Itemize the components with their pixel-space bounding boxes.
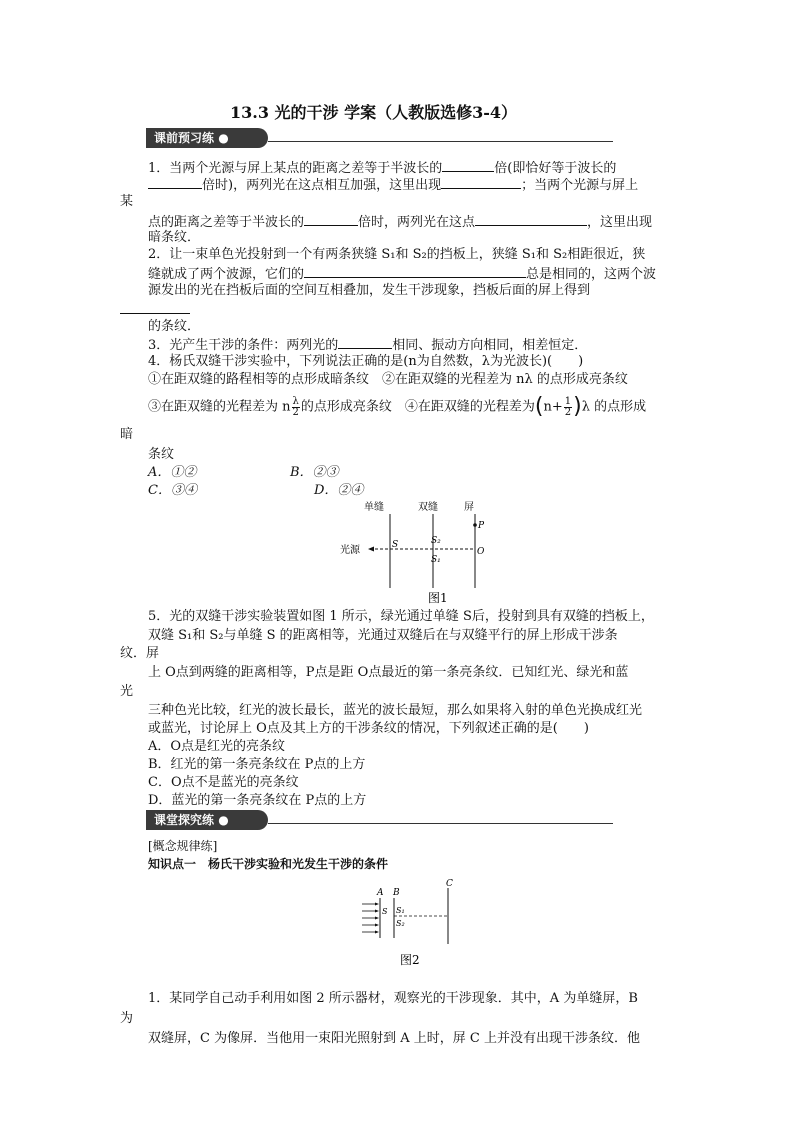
blank — [442, 158, 494, 172]
q1-line2: 倍时)，两列光在这点相互加强，这里出现 ；当两个光源与屏上 — [148, 175, 638, 194]
practice1-line3: 双缝屏，C 为像屏．当他用一束阳光照射到 A 上时，屏 C 上并没有出现干涉条纹．他 — [148, 1031, 640, 1046]
practice1-line2: 为 — [120, 1011, 134, 1026]
fig1-label-s2: S₂ — [431, 536, 441, 546]
blank — [304, 264, 526, 278]
figure-2-diagram — [360, 874, 470, 970]
q5-line7: 或蓝光，讨论屏上 O点及其上方的干涉条纹的情况，下列叙述正确的是( ) — [148, 721, 589, 736]
q2-line5: 的条纹． — [148, 319, 201, 334]
fig1-label-p: P — [478, 521, 485, 531]
fig2-label-c: C — [446, 879, 453, 889]
q1-line1: 1．当两个光源与屏上某点的距离之差等于半波长的 倍(即恰好等于波长的 — [148, 158, 616, 177]
q4-option-b: B．②③ — [290, 465, 339, 480]
fig1-label-o: O — [477, 547, 485, 557]
fig1-label-s: S — [392, 540, 399, 550]
blank — [441, 175, 521, 189]
q4-statement-3-4: ③在距双缝的光程差为 n $\frac{\lambda}{2}$ 的点形成亮条纹 ④在距双缝的光程差为(n+ $\frac{1}{2}$ )λ 的点形成 — [148, 394, 647, 419]
q1-line5: 暗条纹． — [148, 230, 201, 245]
q3-line: 3．光产生干涉的条件：两列光的 相同、振动方向相同，相差恒定． — [148, 335, 587, 354]
q5-option-c: C．O点不是蓝光的亮条纹 — [148, 775, 299, 790]
page-title: 13.3 光的干涉 学案（人教版选修3-4） — [230, 103, 518, 122]
q4-stem: 4．杨氏双缝干涉实验中，下列说法正确的是(n为自然数，λ为光波长)( ) — [148, 354, 584, 369]
fig1-label-screen: 屏 — [464, 502, 474, 513]
q2-line3: 源发出的光在挡板后面的空间互相叠加，发生干涉现象，挡板后面的屏上得到 — [148, 283, 591, 298]
fig1-label-double-slit: 双缝 — [418, 502, 438, 513]
q5-line3: 纹．屏 — [120, 646, 160, 661]
section-label-class: 课堂探究练 ● — [146, 810, 268, 830]
q5-line6: 三种色光比较，红光的波长最长，蓝光的波长最短，那么如果将入射的单色光换成红光 — [148, 703, 643, 718]
section-rule — [268, 823, 613, 824]
q5-line5: 光 — [120, 684, 134, 699]
q1-line4: 点的距离之差等于半波长的 倍时，两列光在这点 ，这里出现 — [148, 212, 652, 231]
q5-option-d: D．蓝光的第一条亮条纹在 P点的上方 — [148, 793, 367, 808]
fraction: $\frac{\lambda}{2}$ — [292, 395, 299, 418]
section-label-preview: 课前预习练 ● — [146, 128, 268, 148]
fig2-label-a: A — [377, 888, 384, 898]
fig2-label-s2: S₂ — [396, 919, 405, 928]
practice1-line1: 1．某同学自己动手利用如图 2 所示器材，观察光的干涉现象．其中，A 为单缝屏，B — [148, 991, 638, 1006]
section-rule — [268, 141, 613, 142]
q4-dark: 暗 — [120, 427, 134, 442]
concept-heading: [概念规律练] — [148, 839, 218, 853]
q4-statement-1-2: ①在距双缝的路程相等的点形成暗条纹 ②在距双缝的光程差为 nλ 的点形成亮条纹 — [148, 372, 628, 387]
blank — [148, 175, 202, 189]
q2-line1: 2．让一束单色光投射到一个有两条狭缝 S₁和 S₂的挡板上，狭缝 S₁和 S₂相距很近，狭 — [148, 247, 646, 262]
q5-line1: 5．光的双缝干涉实验装置如图 1 所示，绿光通过单缝 S后，投射到具有双缝的挡板上， — [148, 609, 654, 624]
q5-option-b: B．红光的第一条亮条纹在 P点的上方 — [148, 757, 366, 772]
figure-1-diagram — [330, 498, 520, 606]
q5-line4: 上 O点到两缝的距离相等，P点是距 O点最近的第一条亮条纹．已知红光、绿光和蓝 — [148, 665, 629, 680]
q4-tiaowen: 条纹 — [148, 447, 175, 462]
blank — [120, 313, 190, 314]
q5-option-a: A．O点是红光的亮条纹 — [148, 739, 286, 754]
fig1-label-single-slit: 单缝 — [364, 502, 384, 513]
fig1-arrow — [368, 547, 374, 552]
q4-option-d: D．②④ — [314, 483, 364, 498]
fig2-label-b: B — [393, 888, 400, 898]
fig1-label-source: 光源 — [340, 545, 360, 556]
blank — [475, 212, 587, 226]
q4-option-c: C．③④ — [148, 483, 197, 498]
fig1-caption: 图1 — [428, 591, 448, 605]
fig2-caption: 图2 — [400, 953, 420, 967]
fraction: $\frac{1}{2}$ — [564, 395, 572, 418]
knowledge-point-heading: 知识点一 杨氏干涉实验和光发生干涉的条件 — [148, 857, 389, 871]
q4-option-a: A．①② — [148, 465, 197, 480]
blank — [304, 212, 358, 226]
fig2-label-s1: S₁ — [396, 906, 405, 915]
q5-line2: 双缝 S₁和 S₂与单缝 S 的距离相等，光通过双缝后在与双缝平行的屏上形成干涉条 — [148, 628, 618, 643]
fig1-label-s1: S₁ — [431, 555, 441, 565]
q2-line2: 缝就成了两个波源，它们的 总是相同的，这两个波 — [148, 264, 656, 283]
fig1-point-p — [473, 523, 477, 527]
blank — [338, 335, 392, 349]
q1-line3: 某 — [120, 194, 134, 209]
fig2-label-s: S — [382, 907, 388, 916]
